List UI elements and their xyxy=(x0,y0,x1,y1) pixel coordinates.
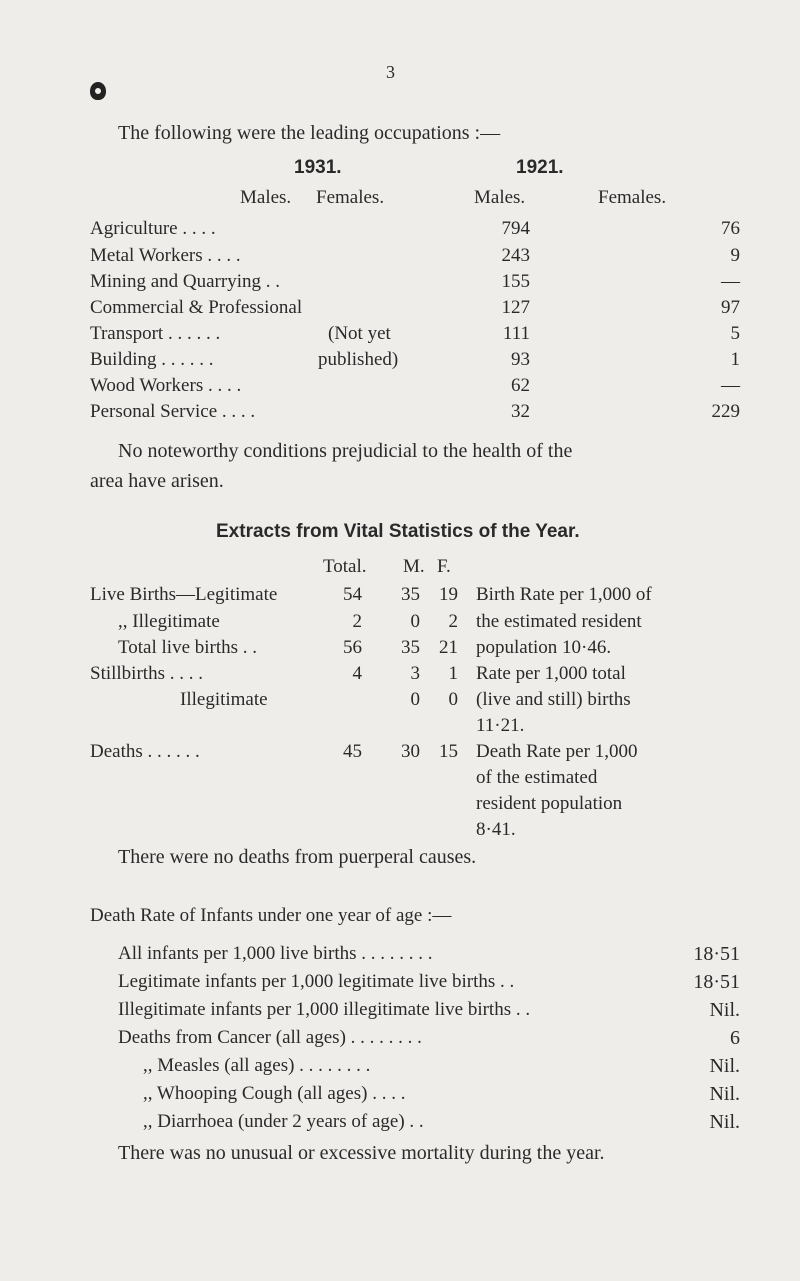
females-1931-heading: Females. xyxy=(316,187,385,208)
infant-row-label: Illegitimate infants per 1,000 illegitimate live births . . xyxy=(118,999,531,1020)
occupation-males-1921: 155 xyxy=(501,271,530,292)
vital-f: 2 xyxy=(448,611,458,632)
col-total-heading: Total. xyxy=(323,556,367,577)
vital-note-line: 11·21. xyxy=(476,715,525,736)
vital-note-line: the estimated resident xyxy=(476,611,642,632)
occupation-males-1921: 62 xyxy=(511,375,530,396)
infant-row-value: Nil. xyxy=(709,1111,740,1133)
infant-row-label: ,, Measles (all ages) . . . . . . . . xyxy=(143,1055,371,1076)
year-1931-heading: 1931. xyxy=(294,157,342,178)
vital-row-label: Live Births—Legitimate xyxy=(90,584,278,605)
vital-note-line: resident population xyxy=(476,793,623,814)
occupation-males-1921: 243 xyxy=(501,245,530,266)
vital-total: 56 xyxy=(343,637,362,658)
vital-note-line: 8·41. xyxy=(476,819,516,840)
vital-m: 0 xyxy=(410,611,420,632)
not-yet-note: (Not yet xyxy=(328,323,391,344)
vital-row-label: Stillbirths . . . . xyxy=(90,663,203,684)
occupation-label: Mining and Quarrying . . xyxy=(90,271,280,292)
puerperal-statement: There were no deaths from puerperal causes. xyxy=(118,846,477,868)
vital-f: 15 xyxy=(439,741,458,762)
occupation-females-1921: 229 xyxy=(711,401,740,422)
occupation-females-1921: — xyxy=(721,271,740,292)
vital-row-label: Illegitimate xyxy=(180,689,268,710)
vital-m: 35 xyxy=(401,584,420,605)
occupation-females-1921: 76 xyxy=(721,218,740,239)
occupation-label: Commercial & Professional xyxy=(90,297,303,318)
occupation-females-1921: 97 xyxy=(721,297,740,318)
occupation-label: Metal Workers . . . . xyxy=(90,245,241,266)
occupation-males-1921: 111 xyxy=(502,323,530,344)
conditions-line-1: No noteworthy conditions prejudicial to the health of the xyxy=(118,440,573,462)
year-1921-heading: 1921. xyxy=(516,157,564,178)
published-note: published) xyxy=(318,349,399,370)
vital-f: 0 xyxy=(448,689,458,710)
conditions-line-2: area have arisen. xyxy=(90,470,224,492)
occupation-label: Agriculture . . . . xyxy=(90,218,216,239)
occupations-intro: The following were the leading occupations :— xyxy=(118,122,501,144)
vital-m: 30 xyxy=(401,741,420,762)
col-m-heading: M. xyxy=(403,556,425,577)
vital-f: 21 xyxy=(439,637,458,658)
occupation-females-1921: 9 xyxy=(730,245,740,266)
vital-note-line: of the estimated xyxy=(476,767,598,788)
vital-row-label: Total live births . . xyxy=(118,637,258,658)
vital-m: 3 xyxy=(410,663,420,684)
infant-death-rate-heading: Death Rate of Infants under one year of age :— xyxy=(90,905,452,926)
occupation-label: Wood Workers . . . . xyxy=(90,375,242,396)
vital-note-line: (live and still) births xyxy=(476,689,631,710)
occupation-females-1921: 5 xyxy=(730,323,740,344)
infant-row-label: All infants per 1,000 live births . . . . . . . . xyxy=(118,943,433,964)
vital-m: 0 xyxy=(410,689,420,710)
ink-blot-mark xyxy=(90,82,106,100)
vital-total: 45 xyxy=(343,741,362,762)
infant-row-value: 6 xyxy=(730,1027,740,1049)
occupation-females-1921: — xyxy=(721,375,740,396)
occupation-label: Building . . . . . . xyxy=(90,349,214,370)
females-1921-heading: Females. xyxy=(598,187,667,208)
infant-row-value: Nil. xyxy=(709,999,740,1021)
page-number: 3 xyxy=(386,62,395,82)
occupation-label: Personal Service . . . . xyxy=(90,401,256,422)
infant-row-value: 18·51 xyxy=(693,943,740,965)
vital-note-line: Birth Rate per 1,000 of xyxy=(476,584,652,605)
vital-row-label: Deaths . . . . . . xyxy=(90,741,200,762)
infant-row-label: ,, Diarrhoea (under 2 years of age) . . xyxy=(143,1111,424,1132)
occupation-females-1921: 1 xyxy=(730,349,740,370)
infant-row-label: ,, Whooping Cough (all ages) . . . . xyxy=(143,1083,406,1104)
vital-total: 2 xyxy=(352,611,362,632)
vital-note-line: population 10·46. xyxy=(476,637,612,658)
vital-total: 54 xyxy=(343,584,362,605)
males-1931-heading: Males. xyxy=(240,187,292,208)
occupation-males-1921: 93 xyxy=(511,349,530,370)
infant-row-value: Nil. xyxy=(709,1083,740,1105)
infant-row-label: Legitimate infants per 1,000 legitimate live births . . xyxy=(118,971,515,992)
vital-f: 19 xyxy=(439,584,458,605)
vital-row-label: ,, Illegitimate xyxy=(118,611,220,632)
vital-total: 4 xyxy=(352,663,362,684)
closing-statement: There was no unusual or excessive mortality during the year. xyxy=(118,1142,605,1164)
males-1921-heading: Males. xyxy=(474,187,526,208)
vital-statistics-heading: Extracts from Vital Statistics of the Year. xyxy=(216,521,580,542)
vital-note-line: Death Rate per 1,000 xyxy=(476,741,638,762)
infant-row-label: Deaths from Cancer (all ages) . . . . . . . . xyxy=(118,1027,422,1048)
vital-m: 35 xyxy=(401,637,420,658)
occupation-males-1921: 32 xyxy=(511,401,530,422)
occupation-label: Transport . . . . . . xyxy=(90,323,221,344)
occupation-males-1921: 794 xyxy=(501,218,530,239)
vital-note-line: Rate per 1,000 total xyxy=(476,663,626,684)
vital-f: 1 xyxy=(448,663,458,684)
infant-row-value: Nil. xyxy=(709,1055,740,1077)
col-f-heading: F. xyxy=(437,556,451,577)
infant-row-value: 18·51 xyxy=(693,971,740,993)
occupation-males-1921: 127 xyxy=(501,297,530,318)
